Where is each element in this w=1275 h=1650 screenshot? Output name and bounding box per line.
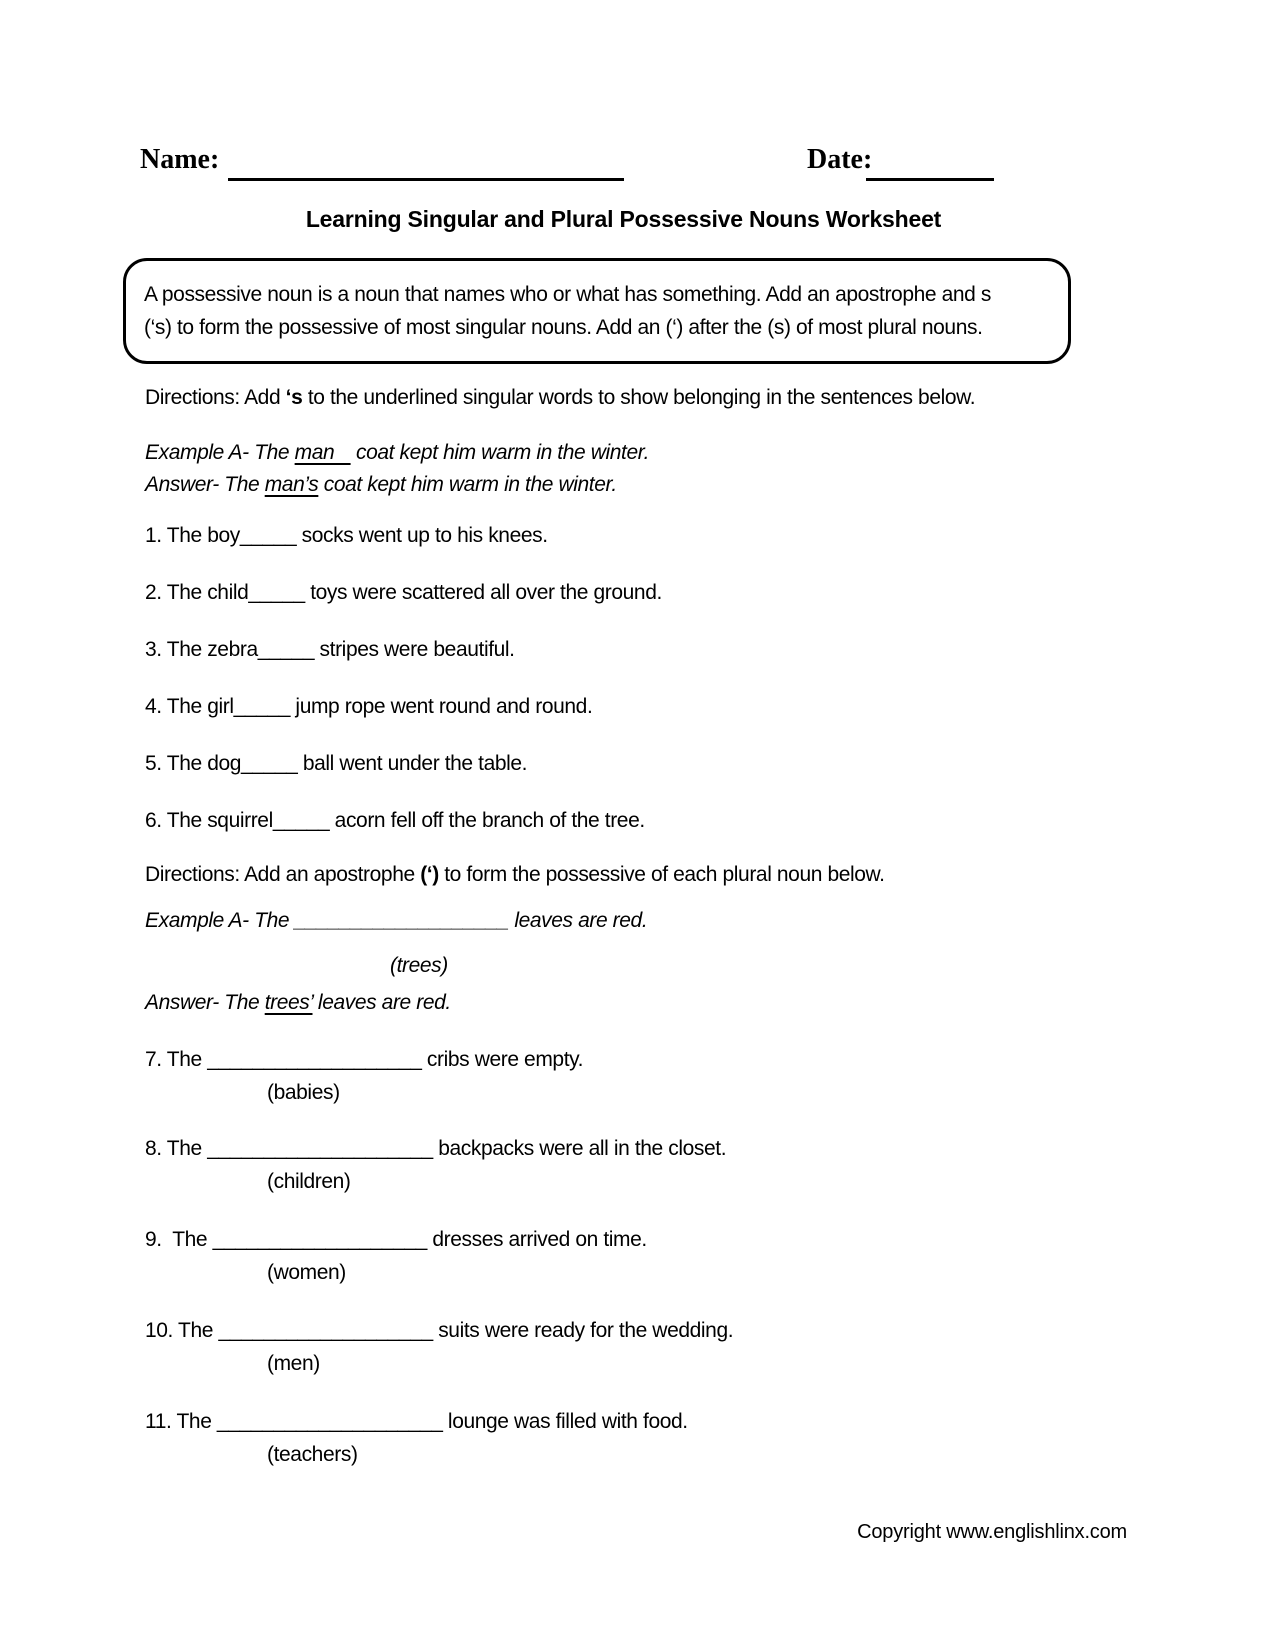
worksheet-item-3: 3. The zebra_____ stripes were beautiful.	[145, 638, 515, 661]
worksheet-item-7: 7. The ___________________ cribs were empty.	[145, 1048, 584, 1071]
name-blank-line	[228, 150, 624, 181]
section2-directions	[145, 862, 1165, 887]
section1-answer-post: coat kept him warm in the winter.	[318, 473, 617, 496]
worksheet-item-7-hint: (babies)	[267, 1081, 340, 1104]
date-blank-line	[866, 150, 994, 181]
worksheet-item-9: 9. The ___________________ dresses arrived on time.	[145, 1228, 647, 1251]
section2-answer-pre: Answer- The	[145, 991, 265, 1014]
section2-example-line: Example A- The ___________________ leaves are red.	[145, 909, 648, 932]
section2-example-hint: (trees)	[390, 954, 448, 977]
worksheet-item-11-hint: (teachers)	[267, 1443, 358, 1466]
section1-example-block	[145, 437, 1165, 501]
section1-example-line	[145, 437, 1165, 469]
section1-answer-pre: Answer- The	[145, 473, 265, 496]
name-label: Name:	[140, 144, 220, 175]
section1-answer-underlined-word: man’s	[264, 473, 319, 496]
section2-directions-bold-apostrophe: (‘)	[420, 863, 439, 886]
worksheet-item-11: 11. The ____________________ lounge was filled with food.	[145, 1410, 688, 1433]
page-title: Learning Singular and Plural Possessive Nouns Worksheet	[305, 206, 942, 232]
worksheet-item-8: 8. The ____________________ backpacks were all in the closet.	[145, 1137, 727, 1160]
worksheet-item-9-hint: (women)	[267, 1261, 346, 1284]
definition-box	[123, 258, 1071, 364]
section2-directions-post: to form the possessive of each plural noun below.	[438, 863, 885, 886]
worksheet-item-8-hint: (children)	[267, 1170, 351, 1193]
definition-line-1: A possessive noun is a noun that names who or what has something. Add an apostrophe and s	[144, 283, 991, 306]
worksheet-item-5: 5. The dog_____ ball went under the table.	[145, 752, 528, 775]
date-label: Date:	[807, 144, 873, 175]
section1-example-underlined-word: man	[294, 441, 351, 464]
section1-directions-post: to the underlined singular words to show belonging in the sentences below.	[302, 386, 976, 409]
worksheet-body	[145, 375, 1165, 1467]
section1-example-post: coat kept him warm in the winter.	[350, 441, 649, 464]
copyright-text: Copyright www.englishlinx.com	[857, 1521, 1127, 1543]
section2-answer-line	[145, 990, 1165, 1015]
worksheet-item-4: 4. The girl_____ jump rope went round and round.	[145, 695, 593, 718]
section1-example-pre: Example A- The	[145, 441, 295, 464]
section1-answer-line	[145, 469, 1165, 501]
worksheet-item-1: 1. The boy_____ socks went up to his knees.	[145, 524, 548, 547]
worksheet-item-2: 2. The child_____ toys were scattered all over the ground.	[145, 581, 662, 604]
definition-line-2: (‘s) to form the possessive of most singular nouns. Add an (‘) after the (s) of most plural nouns.	[144, 316, 983, 339]
section1-directions	[145, 385, 1165, 410]
section2-directions-pre: Directions: Add an apostrophe	[145, 863, 421, 886]
worksheet-item-10: 10. The ___________________ suits were ready for the wedding.	[145, 1319, 734, 1342]
section1-directions-bold-apostrophe-s: ‘s	[285, 386, 303, 409]
worksheet-item-10-hint: (men)	[267, 1352, 320, 1375]
section1-directions-pre: Directions: Add	[145, 386, 286, 409]
section2-answer-underlined-word: trees’	[264, 991, 313, 1014]
section2-answer-post: leaves are red.	[312, 991, 451, 1014]
worksheet-item-6: 6. The squirrel_____ acorn fell off the branch of the tree.	[145, 809, 645, 832]
